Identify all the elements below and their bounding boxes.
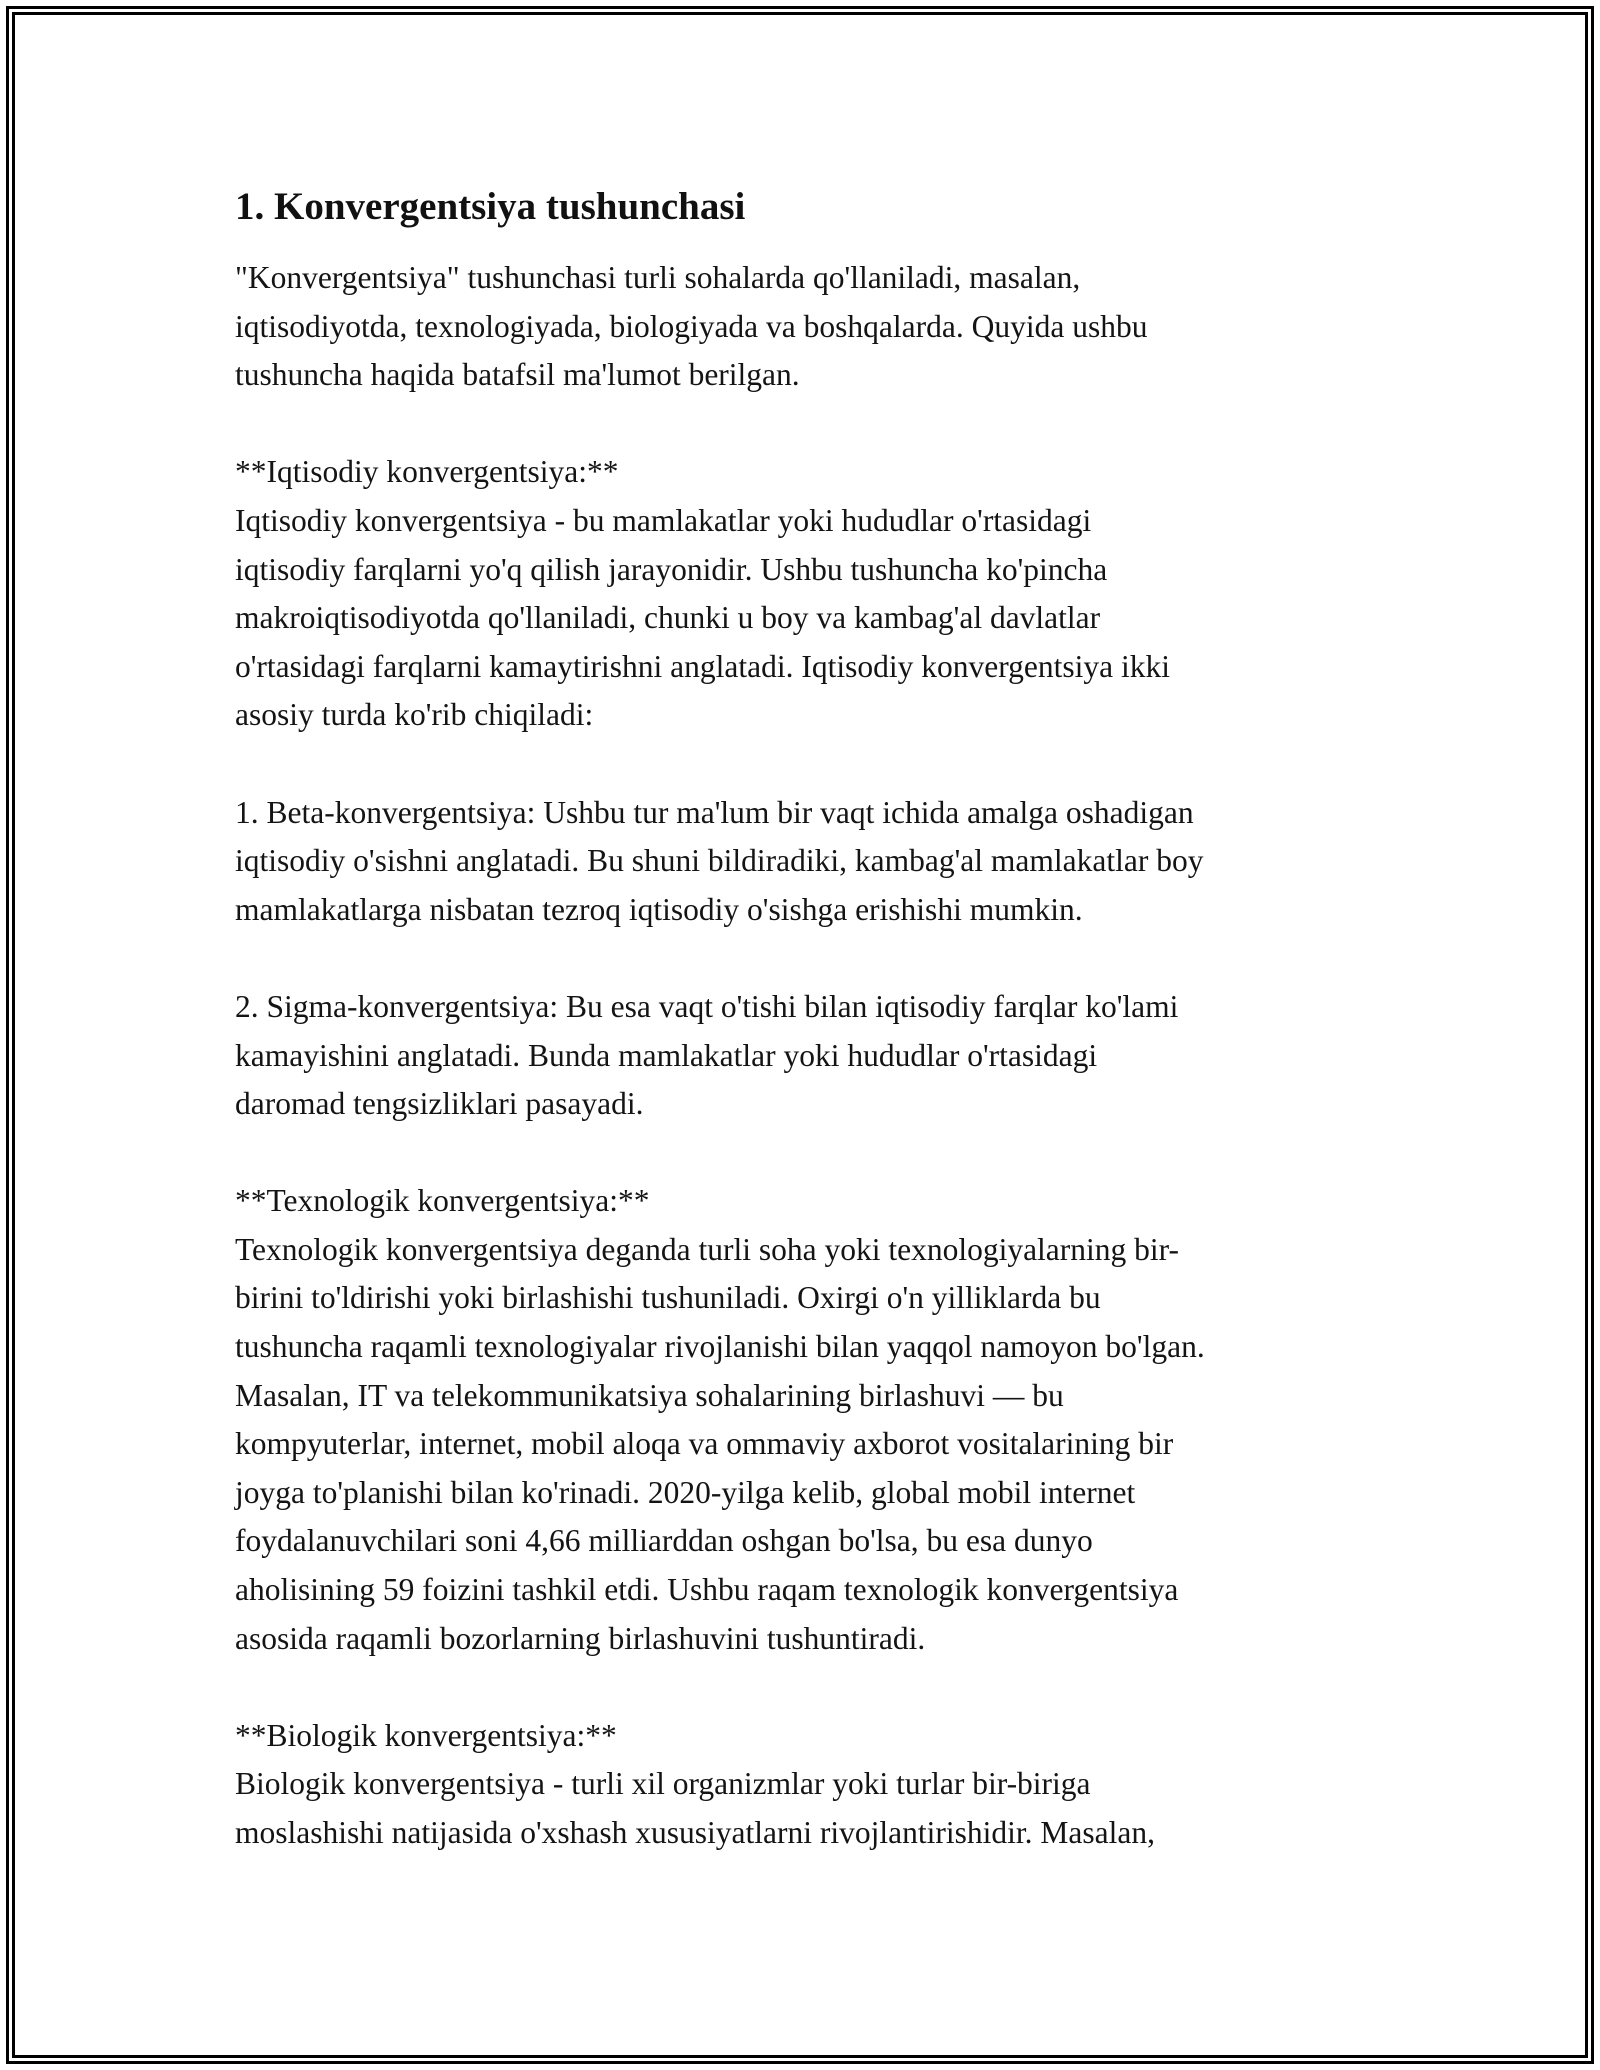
section-heading: 1. Konvergentsiya tushunchasi — [235, 185, 746, 228]
body-text: "Konvergentsiya" tushunchasi turli sohalarda qo'llaniladi, masalan, iqtisodiyotda, texnologiyada, biologiyada va boshqalarda. Quyida ushbu tushuncha haqida batafsil ma'lumot berilgan. **Iqtisodiy konvergentsiya:** Iqtisodiy konvergentsiya - bu mamlakatlar yoki hududlar o'rtasidagi iqtisodiy farqlarni yo'q qilish jarayonidir. Ushbu tushuncha ko'pincha makroiqtisodiyotda qo'llaniladi, chunki u boy va kambag'al davlatlar o'rtasidagi farqlarni kamaytirishni anglatadi. Iqtisodiy konvergentsiya ikki asosiy turda ko'rib chiqiladi: 1. Beta-konvergentsiya: Ushbu tur ma'lum bir vaqt ichida amalga oshadigan iqtisodiy o'sishni anglatadi. Bu shuni bildiradiki, kambag'al mamlakatlar boy mamlakatlarga nisbatan tezroq iqtisodiy o'sishga erishishi mumkin. 2. Sigma-konvergentsiya: Bu esa vaqt o'tishi bilan iqtisodiy farqlar ko'lami kamayishini anglatadi. Bunda mamlakatlar yoki hududlar o'rtasidagi daromad tengsizliklari pasayadi. **Texnologik konvergentsiya:** Texnologik konvergentsiya deganda turli soha yoki texnologiyalarning bir- birini to'ldirishi yoki birlashishi tushuniladi. Oxirgi o'n yilliklarda bu tushuncha raqamli texnologiyalar rivojlanishi bilan yaqqol namoyon bo'lgan. Masalan, IT va telekommunikatsiya sohalarining birlashuvi — bu kompyuterlar, internet, mobil aloqa va ommaviy axborot vositalarining bir joyga to'planishi bilan ko'rinadi. 2020-yilga kelib, global mobil internet foydalanuvchilari soni 4,66 milliarddan oshgan bo'lsa, bu esa dunyo aholisining 59 foizini tashkil etdi. Ushbu raqam texnologik konvergentsiya asosida raqamli bozorlarning birlashuvini tushuntiradi. **Biologik konvergentsiya:** Biologik konvergentsiya - turli xil organizmlar yoki turlar bir-biriga moslashishi natijasida o'xshash xususiyatlarni rivojlantirishidir. Masalan, — [235, 260, 1205, 1850]
document-content — [235, 182, 1365, 1858]
